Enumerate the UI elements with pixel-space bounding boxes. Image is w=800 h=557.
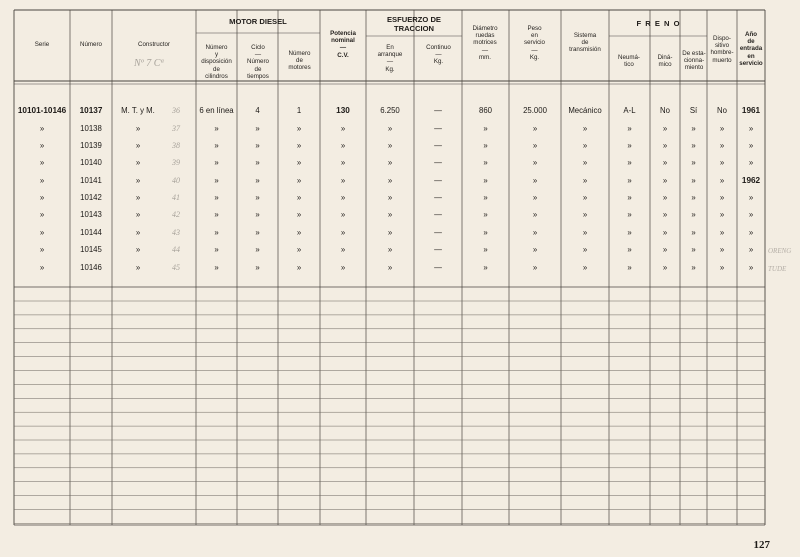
cell-neumatico: » xyxy=(627,124,632,133)
pencil-annotation: 39 xyxy=(172,158,180,167)
cell-neumatico: » xyxy=(627,228,632,237)
cell-anio: 1961 xyxy=(741,106,761,115)
cell-sistema: » xyxy=(582,193,588,202)
cell-sistema: » xyxy=(582,263,588,272)
pencil-annotation: 42 xyxy=(172,210,180,219)
edge-note: ORENG xyxy=(768,247,792,255)
header-numero: Número xyxy=(79,41,102,48)
cell-ciclo: » xyxy=(255,228,260,237)
cell-diametro: » xyxy=(483,193,488,202)
cell-ciclo: » xyxy=(255,245,260,254)
cell-anio: » xyxy=(748,158,754,167)
header-freno: F R E N O xyxy=(636,19,681,28)
cell-dinamico: » xyxy=(662,176,668,185)
cell-continuo: — xyxy=(434,245,442,254)
cell-numero: 10143 xyxy=(80,210,102,219)
cell-diametro: » xyxy=(483,158,488,167)
cell-motores: 1 xyxy=(296,106,302,115)
cell-cilindros: » xyxy=(214,228,219,237)
cell-anio: » xyxy=(748,228,754,237)
header-potencia: Potencia nominal — C.V. xyxy=(330,30,356,59)
cell-constructor: M. T. y M. xyxy=(121,106,155,115)
cell-cilindros: » xyxy=(214,245,219,254)
cell-disp: No xyxy=(717,106,727,115)
cell-sistema: » xyxy=(582,158,588,167)
cell-motores: » xyxy=(296,228,302,237)
cell-continuo: — xyxy=(434,228,442,237)
cell-cilindros: » xyxy=(214,176,219,185)
cell-arranque: » xyxy=(387,263,393,272)
cell-numero: 10142 xyxy=(80,193,102,202)
cell-dinamico: » xyxy=(662,124,668,133)
pencil-annotation: 37 xyxy=(172,124,180,133)
cell-arranque: » xyxy=(387,245,393,254)
cell-serie: 10101-10146 xyxy=(17,106,67,115)
cell-constructor: » xyxy=(135,176,141,185)
cell-motores: » xyxy=(296,158,302,167)
header-serie: Serie xyxy=(34,41,50,48)
pencil-annotation: 40 xyxy=(172,176,180,185)
cell-estac: » xyxy=(691,176,696,185)
cell-potencia: » xyxy=(340,158,346,167)
cell-ciclo: » xyxy=(255,176,260,185)
header-estacionamiento: De esta- cionna- miento xyxy=(682,50,706,72)
cell-motores: » xyxy=(296,193,302,202)
cell-motores: » xyxy=(296,141,302,150)
header-continuo: Continuo — Kg. xyxy=(426,44,451,66)
cell-sistema: » xyxy=(582,228,588,237)
cell-numero: 10139 xyxy=(80,141,102,150)
cell-diametro: » xyxy=(483,263,488,272)
cell-peso: » xyxy=(532,245,538,254)
cell-numero: 10145 xyxy=(80,245,102,254)
pencil-annotation: 44 xyxy=(172,245,180,254)
cell-diametro: » xyxy=(483,124,488,133)
cell-serie: » xyxy=(39,176,45,185)
cell-anio: » xyxy=(748,141,754,150)
cell-potencia: » xyxy=(340,193,346,202)
cell-neumatico: » xyxy=(627,193,632,202)
cell-continuo: — xyxy=(434,263,442,272)
cell-serie: » xyxy=(39,141,45,150)
header-peso: Peso en servicio — Kg. xyxy=(524,25,545,61)
cell-neumatico: » xyxy=(627,158,632,167)
cell-cilindros: » xyxy=(214,158,219,167)
cell-arranque: » xyxy=(387,193,393,202)
cell-dinamico: No xyxy=(660,106,670,115)
cell-disp: » xyxy=(719,176,725,185)
cell-arranque: » xyxy=(387,210,393,219)
header-diametro: Diámetro ruedas motrices — mm. xyxy=(472,25,498,61)
cell-disp: » xyxy=(719,263,725,272)
cell-peso: » xyxy=(532,158,538,167)
header-arranque: En arranque — Kg. xyxy=(377,44,403,73)
cell-dinamico: » xyxy=(662,141,668,150)
cell-arranque: » xyxy=(387,124,393,133)
cell-numero: 10140 xyxy=(80,158,102,167)
cell-constructor: » xyxy=(135,228,141,237)
pencil-annotation: 36 xyxy=(172,106,180,115)
cell-sistema: » xyxy=(582,176,588,185)
cell-peso: » xyxy=(532,141,538,150)
pencil-annotation: 41 xyxy=(172,193,180,202)
cell-serie: » xyxy=(39,228,45,237)
cell-neumatico: » xyxy=(627,245,632,254)
cell-motores: » xyxy=(296,210,302,219)
cell-continuo: — xyxy=(434,106,442,115)
cell-continuo: — xyxy=(434,158,442,167)
cell-serie: » xyxy=(39,245,45,254)
cell-estac: » xyxy=(691,263,696,272)
cell-anio: » xyxy=(748,263,754,272)
cell-sistema: » xyxy=(582,245,588,254)
cell-ciclo: » xyxy=(255,263,260,272)
cell-numero: 10138 xyxy=(80,124,102,133)
edge-note: TUDE xyxy=(768,265,787,273)
cell-potencia: » xyxy=(340,263,346,272)
cell-diametro: » xyxy=(483,228,488,237)
cell-numero: 10141 xyxy=(80,176,102,185)
cell-peso: » xyxy=(532,228,538,237)
cell-estac: » xyxy=(691,245,696,254)
header-constructor: Constructor xyxy=(138,41,170,48)
page-number: 127 xyxy=(753,539,770,551)
header-ciclo: Ciclo — Número de tiempos xyxy=(246,44,269,80)
cell-cilindros: » xyxy=(214,141,219,150)
cell-dinamico: » xyxy=(662,158,668,167)
cell-dinamico: » xyxy=(662,263,668,272)
cell-dinamico: » xyxy=(662,245,668,254)
cell-disp: » xyxy=(719,245,725,254)
cell-constructor: » xyxy=(135,245,141,254)
cell-potencia: » xyxy=(340,228,346,237)
cell-arranque: » xyxy=(387,141,393,150)
cell-estac: Sí xyxy=(689,106,698,115)
cell-potencia: 130 xyxy=(336,106,350,115)
cell-disp: » xyxy=(719,193,725,202)
cell-anio: » xyxy=(748,193,754,202)
cell-peso: » xyxy=(532,263,538,272)
cell-estac: » xyxy=(691,228,696,237)
cell-continuo: — xyxy=(434,193,442,202)
cell-constructor: » xyxy=(135,158,141,167)
cell-serie: » xyxy=(39,124,45,133)
header-motores: Número de motores xyxy=(288,50,311,72)
cell-potencia: » xyxy=(340,245,346,254)
cell-ciclo: » xyxy=(255,124,260,133)
cell-diametro: » xyxy=(483,141,488,150)
cell-dinamico: » xyxy=(662,193,668,202)
cell-constructor: » xyxy=(135,193,141,202)
cell-potencia: » xyxy=(340,210,346,219)
cell-arranque: 6.250 xyxy=(380,106,400,115)
cell-estac: » xyxy=(691,141,696,150)
cell-numero: 10146 xyxy=(80,263,102,272)
cell-constructor: » xyxy=(135,124,141,133)
cell-anio: » xyxy=(748,210,754,219)
cell-ciclo: » xyxy=(255,210,260,219)
cell-cilindros: » xyxy=(214,210,219,219)
cell-arranque: » xyxy=(387,176,393,185)
cell-serie: » xyxy=(39,263,45,272)
cell-sistema: » xyxy=(582,124,588,133)
cell-disp: » xyxy=(719,124,725,133)
pencil-annotation: 43 xyxy=(172,228,180,237)
pencil-annotation: 45 xyxy=(172,263,180,272)
cell-estac: » xyxy=(691,193,696,202)
cell-ciclo: 4 xyxy=(255,106,260,115)
header-esfuerzo: ESFUERZO DE TRACCION xyxy=(386,15,441,33)
cell-constructor: » xyxy=(135,263,141,272)
cell-peso: » xyxy=(532,124,538,133)
cell-peso: 25.000 xyxy=(523,106,547,115)
cell-motores: » xyxy=(296,245,302,254)
cell-disp: » xyxy=(719,228,725,237)
header-dinamico: Diná- mico xyxy=(657,54,673,69)
cell-potencia: » xyxy=(340,124,346,133)
pencil-annotation: 38 xyxy=(172,141,180,150)
pencil-note: Nº 7 Cª xyxy=(134,58,164,69)
cell-neumatico: » xyxy=(627,176,632,185)
cell-numero: 10144 xyxy=(80,228,102,237)
cell-disp: » xyxy=(719,141,725,150)
cell-peso: » xyxy=(532,176,538,185)
cell-cilindros: » xyxy=(214,263,219,272)
cell-continuo: — xyxy=(434,141,442,150)
cell-continuo: — xyxy=(434,124,442,133)
cell-arranque: » xyxy=(387,228,393,237)
cell-ciclo: » xyxy=(255,193,260,202)
cell-potencia: » xyxy=(340,176,346,185)
header-motor-diesel: MOTOR DIESEL xyxy=(229,17,287,26)
cell-serie: » xyxy=(39,210,45,219)
cell-cilindros: » xyxy=(214,193,219,202)
cell-ciclo: » xyxy=(255,141,260,150)
cell-estac: » xyxy=(691,158,696,167)
cell-estac: » xyxy=(691,124,696,133)
cell-continuo: — xyxy=(434,176,442,185)
cell-diametro: » xyxy=(483,245,488,254)
cell-disp: » xyxy=(719,158,725,167)
cell-anio: » xyxy=(748,124,754,133)
cell-estac: » xyxy=(691,210,696,219)
header-sistema: Sistema de transmisión xyxy=(569,32,601,54)
cell-motores: » xyxy=(296,176,302,185)
cell-continuo: — xyxy=(434,210,442,219)
cell-anio: » xyxy=(748,245,754,254)
cell-peso: » xyxy=(532,193,538,202)
cell-sistema: » xyxy=(582,141,588,150)
cell-diametro: 860 xyxy=(478,106,492,115)
cell-dinamico: » xyxy=(662,228,668,237)
cell-arranque: » xyxy=(387,158,393,167)
cell-neumatico: » xyxy=(627,141,632,150)
cell-serie: » xyxy=(39,193,45,202)
cell-disp: » xyxy=(719,210,725,219)
cell-potencia: » xyxy=(340,141,346,150)
header-anio: Año de entrada en servicio xyxy=(739,31,763,67)
cell-constructor: » xyxy=(135,141,141,150)
cell-diametro: » xyxy=(483,210,488,219)
cell-serie: » xyxy=(39,158,45,167)
cell-anio: 1962 xyxy=(741,176,761,185)
header-neumatico: Neumá- tico xyxy=(617,54,640,69)
cell-motores: » xyxy=(296,263,302,272)
cell-sistema: » xyxy=(582,210,588,219)
header-dispositivo: Dispo- sitivo hombre- muerto xyxy=(710,35,734,64)
header-cilindros: Número y disposición de cilindros xyxy=(201,44,232,80)
cell-neumatico: » xyxy=(627,210,632,219)
cell-ciclo: » xyxy=(255,158,260,167)
cell-neumatico: A-L xyxy=(623,106,636,115)
cell-cilindros: 6 en línea xyxy=(199,106,234,115)
cell-peso: » xyxy=(532,210,538,219)
cell-diametro: » xyxy=(483,176,488,185)
cell-sistema: Mecánico xyxy=(568,106,602,115)
cell-dinamico: » xyxy=(662,210,668,219)
cell-numero: 10137 xyxy=(79,106,103,115)
cell-motores: » xyxy=(296,124,302,133)
cell-cilindros: » xyxy=(214,124,219,133)
cell-neumatico: » xyxy=(627,263,632,272)
cell-constructor: » xyxy=(135,210,141,219)
